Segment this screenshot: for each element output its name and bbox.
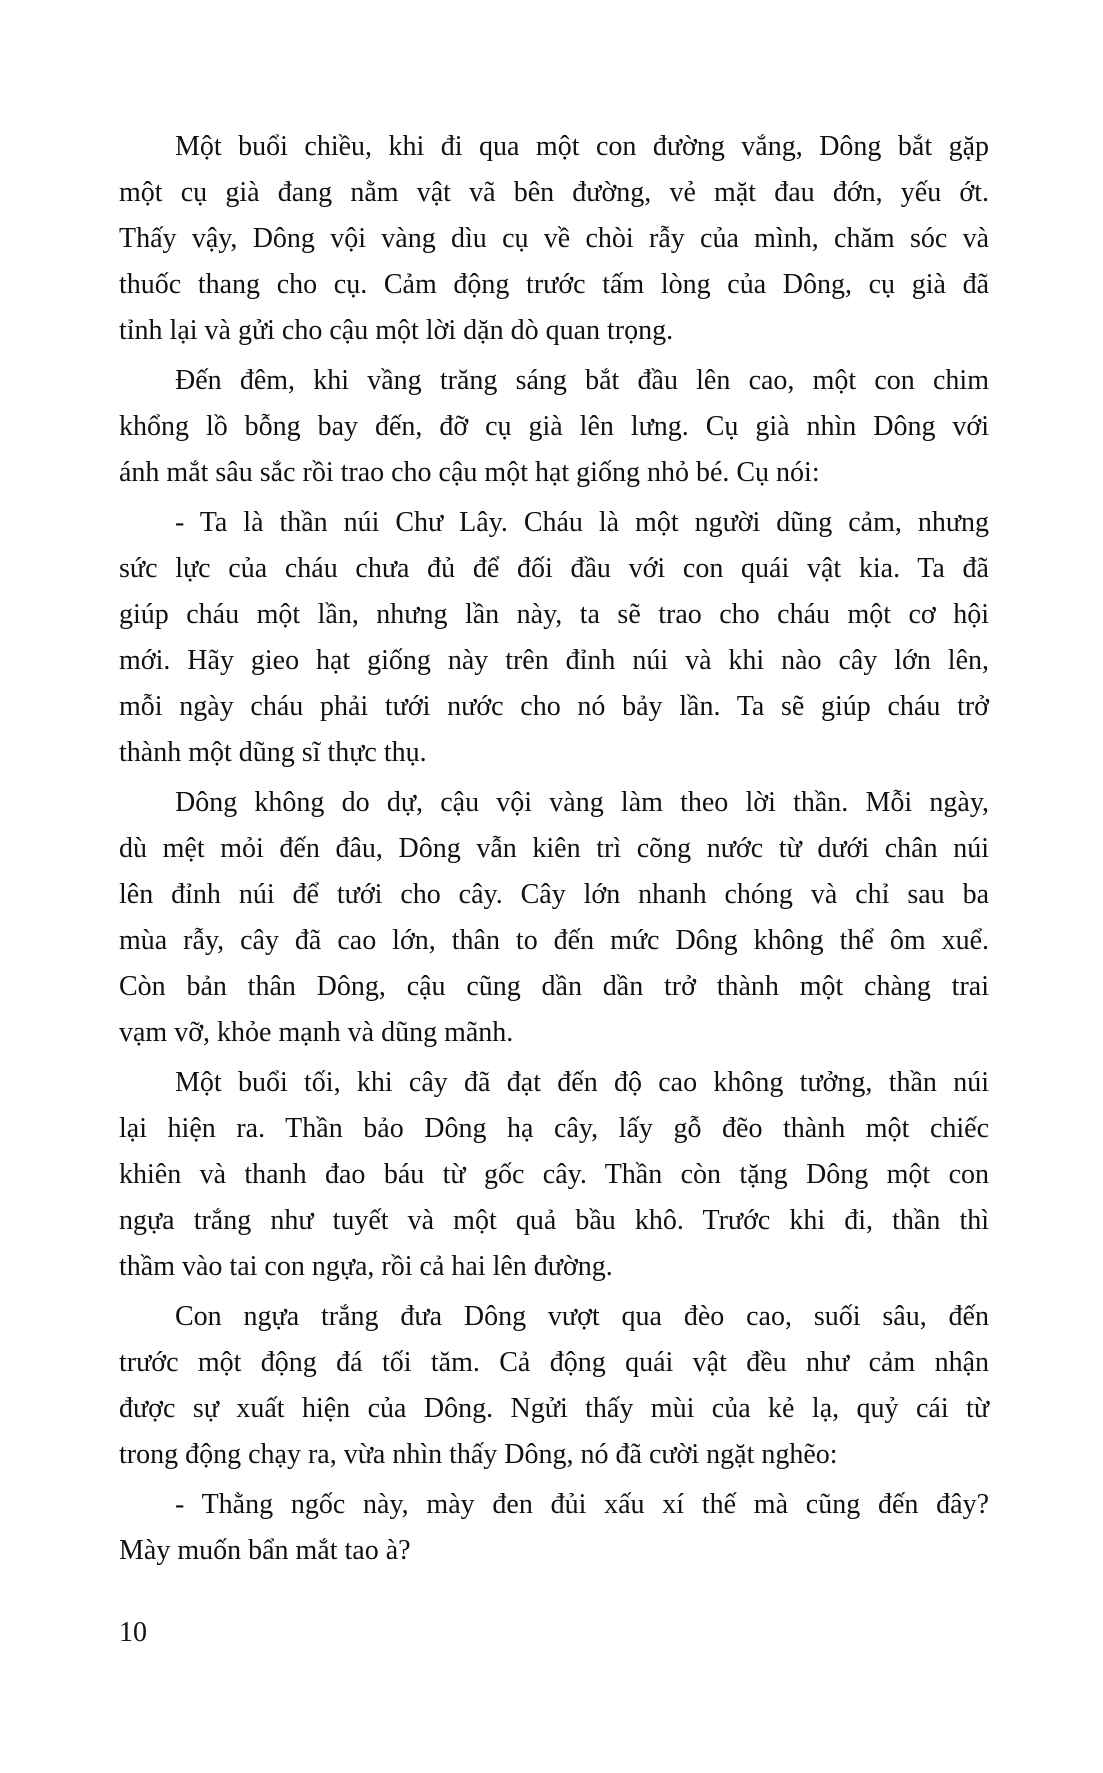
paragraph	[119, 1482, 989, 1574]
text-line: mỗi ngày cháu phải tưới nước cho nó bảy lần. Ta sẽ giúp cháu trở	[119, 691, 989, 722]
text-line: thuốc thang cho cụ. Cảm động trước tấm lòng của Dông, cụ già đã	[119, 269, 989, 300]
text-line: Một buổi tối, khi cây đã đạt đến độ cao không tưởng, thần núi	[175, 1067, 989, 1098]
paragraph	[119, 780, 989, 1056]
text-line: Còn bản thân Dông, cậu cũng dần dần trở thành một chàng trai	[119, 971, 989, 1002]
paragraph	[119, 1060, 989, 1290]
paragraph	[119, 358, 989, 496]
text-line: vạm vỡ, khỏe mạnh và dũng mãnh.	[119, 1017, 514, 1048]
text-line: ánh mắt sâu sắc rồi trao cho cậu một hạt giống nhỏ bé. Cụ nói:	[119, 457, 820, 488]
text-line: - Thằng ngốc này, mày đen đủi xấu xí thế mà cũng đến đây?	[175, 1489, 989, 1520]
page-number: 10	[119, 1617, 147, 1648]
text-line: khiên và thanh đao báu từ gốc cây. Thần còn tặng Dông một con	[119, 1159, 989, 1190]
text-line: thành một dũng sĩ thực thụ.	[119, 737, 427, 768]
text-line: lại hiện ra. Thần bảo Dông hạ cây, lấy gỗ đẽo thành một chiếc	[119, 1113, 989, 1144]
paragraph	[119, 500, 989, 776]
text-line: mùa rẫy, cây đã cao lớn, thân to đến mức Dông không thể ôm xuể.	[119, 925, 989, 956]
text-line: ngựa trắng như tuyết và một quả bầu khô. Trước khi đi, thần thì	[119, 1205, 989, 1236]
text-line: sức lực của cháu chưa đủ để đối đầu với con quái vật kia. Ta đã	[119, 553, 989, 584]
text-line: một cụ già đang nằm vật vã bên đường, vẻ mặt đau đớn, yếu ớt.	[119, 177, 989, 208]
text-line: Dông không do dự, cậu vội vàng làm theo lời thần. Mỗi ngày,	[175, 787, 989, 818]
text-line: Con ngựa trắng đưa Dông vượt qua đèo cao, suối sâu, đến	[175, 1301, 989, 1332]
text-line: giúp cháu một lần, nhưng lần này, ta sẽ trao cho cháu một cơ hội	[119, 599, 989, 630]
text-line: Một buổi chiều, khi đi qua một con đường vắng, Dông bắt gặp	[175, 131, 989, 162]
text-line: - Ta là thần núi Chư Lây. Cháu là một người dũng cảm, nhưng	[175, 507, 989, 538]
paragraph	[119, 1294, 989, 1478]
text-line: mới. Hãy gieo hạt giống này trên đỉnh núi và khi nào cây lớn lên,	[119, 645, 989, 676]
text-line: lên đỉnh núi để tưới cho cây. Cây lớn nhanh chóng và chỉ sau ba	[119, 879, 989, 910]
text-line: Đến đêm, khi vầng trăng sáng bắt đầu lên cao, một con chim	[175, 365, 989, 396]
text-line: trong động chạy ra, vừa nhìn thấy Dông, nó đã cười ngặt nghẽo:	[119, 1439, 838, 1470]
paragraph	[119, 124, 989, 354]
book-page-body	[119, 124, 989, 1578]
text-line: dù mệt mỏi đến đâu, Dông vẫn kiên trì cõng nước từ dưới chân núi	[119, 833, 989, 864]
text-line: được sự xuất hiện của Dông. Ngửi thấy mùi của kẻ lạ, quỷ cái từ	[119, 1393, 989, 1424]
text-line: khổng lồ bỗng bay đến, đỡ cụ già lên lưng. Cụ già nhìn Dông với	[119, 411, 989, 442]
text-line: Mày muốn bẩn mắt tao à?	[119, 1535, 411, 1566]
text-line: thầm vào tai con ngựa, rồi cả hai lên đường.	[119, 1251, 613, 1282]
text-line: Thấy vậy, Dông vội vàng dìu cụ về chòi rẫy của mình, chăm sóc và	[119, 223, 989, 254]
text-line: trước một động đá tối tăm. Cả động quái vật đều như cảm nhận	[119, 1347, 989, 1378]
text-line: tỉnh lại và gửi cho cậu một lời dặn dò quan trọng.	[119, 315, 674, 346]
